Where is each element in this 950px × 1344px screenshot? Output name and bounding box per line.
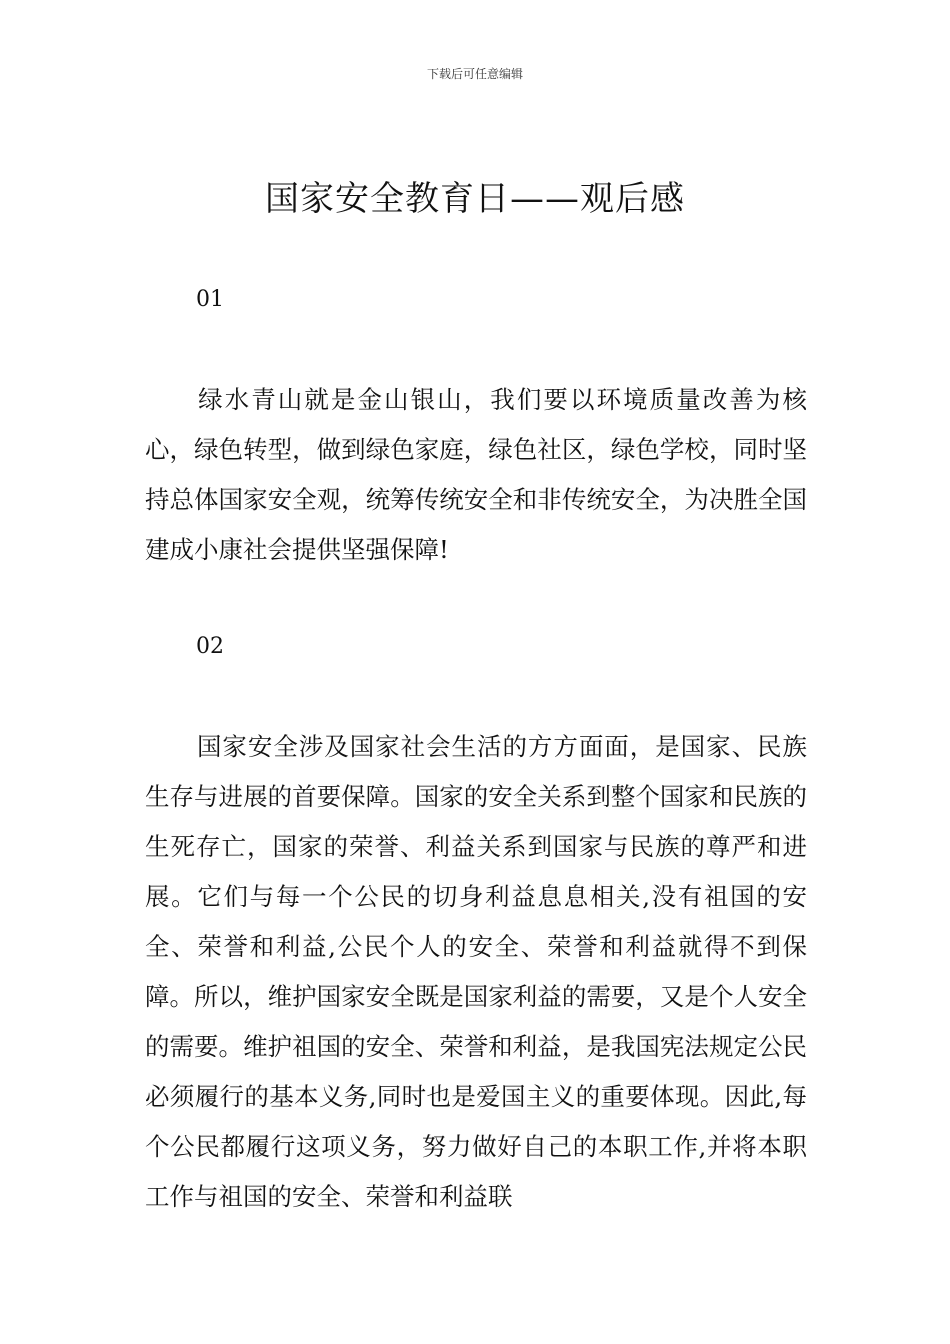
section-paragraph-1 <box>145 375 807 575</box>
section-paragraph-2 <box>145 722 807 1222</box>
section-paragraph-2-text: 国家安全涉及国家社会生活的方方面面，是国家、民族生存与进展的首要保障。国家的安全关系到整个国家和民族的生死存亡，国家的荣誉、利益关系到国家与民族的尊严和进展。它们与每一个公民的切身利益息息相关,没有祖国的安全、荣誉和利益,公民个人的安全、荣誉和利益就得不到保障。所以，维护国家安全既是国家利益的需要，又是个人安全的需要。维护祖国的安全、荣誉和利益，是我国宪法规定公民必须履行的基本义务,同时也是爱国主义的重要体现。因此,每个公民都履行这项义务，努力做好自己的本职工作,并将本职工作与祖国的安全、荣誉和利益联 <box>145 732 807 1211</box>
section-number-1: 01 <box>196 287 224 312</box>
section-paragraph-1-text: 绿水青山就是金山银山，我们要以环境质量改善为核心，绿色转型，做到绿色家庭，绿色社区，绿色学校，同时坚持总体国家安全观，统筹传统安全和非传统安全，为决胜全国建成小康社会提供坚强保障! <box>145 385 807 564</box>
section-number-2: 02 <box>196 634 224 659</box>
header-note: 下载后可任意编辑 <box>426 67 523 81</box>
document-title: 国家安全教育日——观后感 <box>265 179 685 219</box>
